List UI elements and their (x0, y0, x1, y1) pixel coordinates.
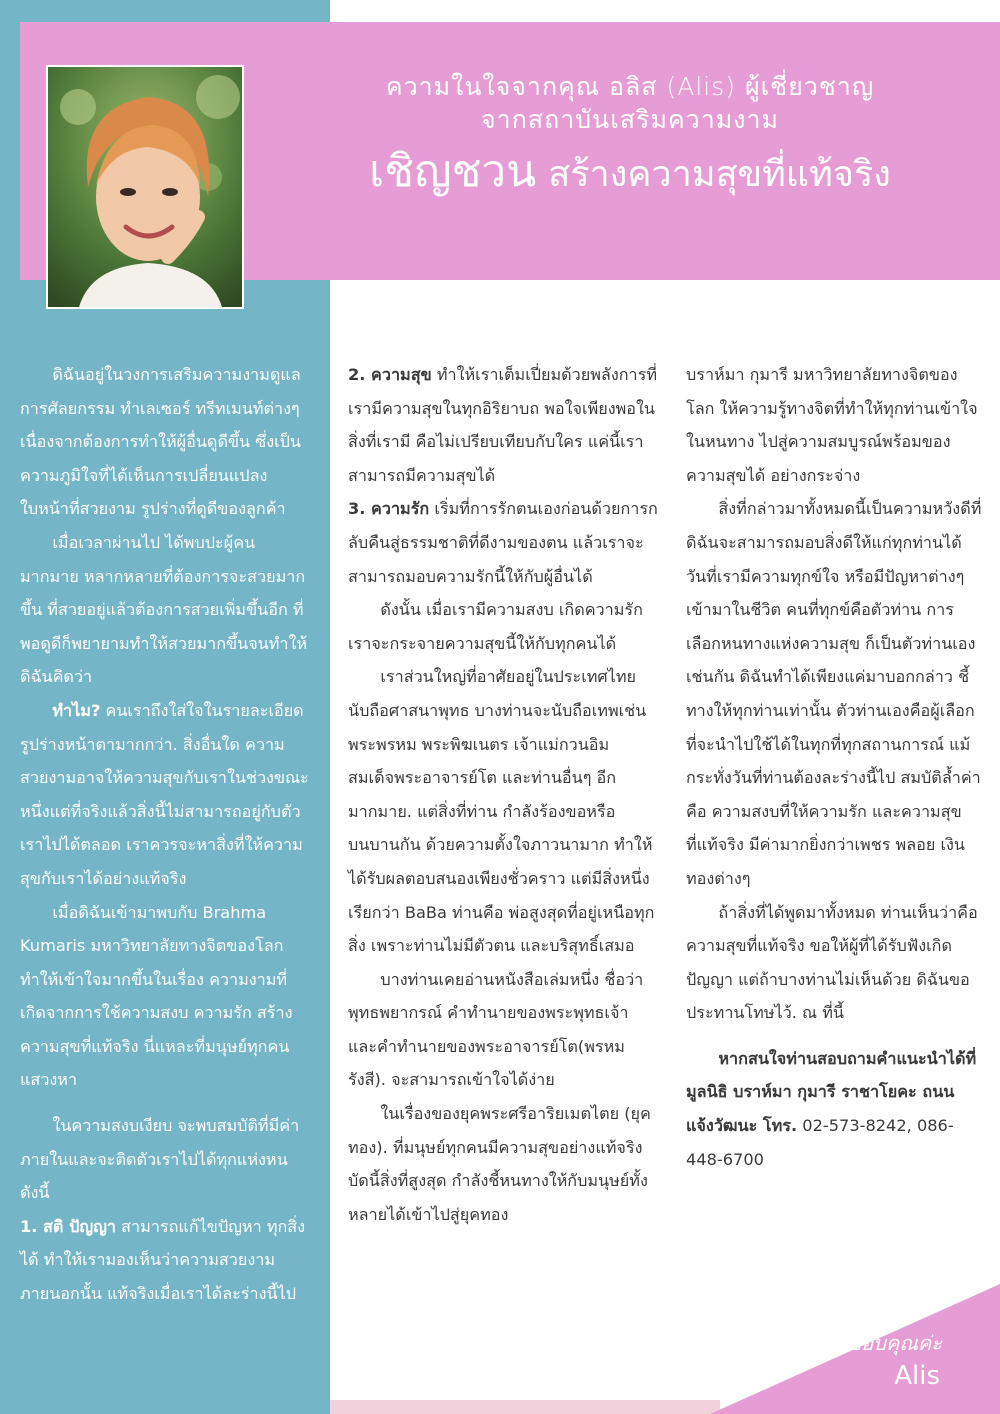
portrait-photo (46, 65, 244, 309)
contact-info (686, 1042, 982, 1176)
right-paragraph-2: สิ่งที่กล่าวมาทั้งหมดนี้เป็นความหวังดีที่ดิฉันจะสามารถมอบสิ่งดีให้แก่ทุกท่านได้ วันที่เรามีความทุกข์ใจ หรือมีปัญหาต่างๆ เข้ามาในชีวิต คนที่ทุกข์คือตัวท่าน การเลือกหนทางแห่งความสุข ก็เป็นตัวท่านเองเช่นกัน ดิฉันทำได้เพียงแค่มาบอกกล่าว ชี้ทางให้ทุกท่านเท่านั้น ตัวท่านเองคือผู้เลือก ที่จะนำไปใช้ได้ในทุกที่ทุกสถานการณ์ แม้กระทั่งวันที่ท่านต้องละร่างนี้ไป สมบัติล้ำค่า คือ ความสงบที่ให้ความรัก และความสุขที่แท้จริง มีค่ามากยิ่งกว่าเพชร พลอย เงินทองต่างๆ (686, 499, 982, 888)
list-item-3 (348, 492, 660, 593)
signature-name: Alis (894, 1361, 940, 1391)
left-paragraph-3 (20, 694, 312, 896)
contact-phone-numbers: 02-573-8242, 086-448-6700 (686, 1116, 954, 1169)
right-paragraph-1: บราห์มา กุมารี มหาวิทยาลัยทางจิตของโลก ให้ความรู้ทางจิตที่ทำให้ทุกท่านเข้าใจในหนทาง ไปสู่ความสมบูรณ์พร้อมของความสุขได้ อย่างกระจ่าง (686, 365, 978, 485)
left-paragraph-3-text: คนเราถึงใส่ใจในรายละเอียดรูปร่างหน้าตามากกว่า. สิ่งอื่นใด ความสวยงามอาจให้ความสุขกับเราในช่วงขณะหนึ่งแต่ที่จริงแล้วสิ่งนี้ไม่สามารถอยู่กับตัวเราไปได้ตลอด เราควรจะหาสิ่งที่ให้ความสุขกับเราได้อย่างแท้จริง (20, 700, 309, 888)
header-line-1: ความในใจจากคุณ อลิส (Alis) ผู้เชี่ยวชาญ (385, 72, 875, 101)
left-paragraph-5: ในความสงบเงียบ จะพบสมบัติที่มีค่าภายในและจะติดตัวเราไปได้ทุกแห่งหน ดังนี้ (20, 1116, 300, 1203)
list-item-1-text: สามารถแก้ไขปัญหา ทุกสิ่งได้ ทำให้เรามองเห็นว่าความสวยงามภายนอกนั้น แท้จริงเมื่อเราได้ละร่างนี้ไป (20, 1216, 306, 1304)
portrait-illustration (48, 67, 244, 309)
left-paragraph-2: เมื่อเวลาผ่านไป ได้พบปะผู้คนมากมาย หลากหลายที่ต้องการจะสวยมากขึ้น ที่สวยอยู่แล้วต้องการสวยเพิ่มขึ้นอีก ที่พอดูดีก็พยายามทำให้สวยมากขึ้นจนทำให้ดิฉันคิดว่า (20, 532, 308, 687)
headline-invite-word: เชิญชวน (369, 146, 537, 197)
headline-rest: สร้างความสุขที่แท้จริง (548, 154, 891, 195)
middle-paragraph-4: ในเรื่องของยุคพระศรีอาริยเมตไตย (ยุคทอง). ที่มนุษย์ทุกคนมีความสุขอย่างแท้จริง บัดนี้สิ่งที่สูงสุด กำลังชี้หนทางให้กับมนุษย์ทั้งหลายได้เข้าไปสู่ยุคทอง (348, 1104, 651, 1224)
middle-paragraph-1: ดังนั้น เมื่อเรามีความสงบ เกิดความรัก เราจะกระจายความสุขนี้ให้กับทุกคนได้ (348, 600, 643, 653)
header-line-2: จากสถาบันเสริมความงาม (481, 105, 779, 134)
header-headline (270, 146, 990, 197)
list-item-3-title: 3. ความรัก (348, 499, 430, 519)
middle-paragraph-2: เราส่วนใหญ่ที่อาศัยอยู่ในประเทศไทย นับถือศาสนาพุทธ บางท่านจะนับถือเทพเช่น พระพรหม พระพิฆเนตร เจ้าแม่กวนอิม สมเด็จพระอาจารย์โต และท่านอื่นๆ อีกมากมาย. แต่สิ่งที่ท่าน กำลังร้องขอหรือบนบานกัน ด้วยความตั้งใจภาวนามาก ทำให้ได้รับผลตอบสนองเพียงชั่วคราว แต่มีสิ่งหนึ่งเรียกว่า BaBa ท่านคือ พ่อสูงสุดที่อยู่เหนือทุกสิ่ง เพราะท่านไม่มีตัวตน และบริสุทธิ์เสมอ (348, 667, 655, 956)
list-item-1 (20, 1210, 312, 1311)
contact-info-bold: หากสนใจท่านสอบถามคำแนะนำได้ที่มูลนิธิ บราห์มา กุมารี ราชาโยคะ ถนนแจ้งวัฒนะ โทร. (686, 1048, 977, 1136)
middle-column (348, 358, 660, 1231)
header-title-block (270, 70, 990, 197)
why-question: ทำไม? (52, 700, 101, 720)
list-item-3-text: เริ่มที่การรักตนเองก่อนด้วยการกลับคืนสู่ธรรมชาติที่ดีงามของตน แล้วเราจะสามารถมอบความรักนี้ให้กับผู้อื่นได้ (348, 499, 658, 586)
right-paragraph-3: ถ้าสิ่งที่ได้พูดมาทั้งหมด ท่านเห็นว่าคือความสุขที่แท้จริง ขอให้ผู้ที่ได้รับฟังเกิดปัญญา แต่ถ้าบางท่านไม่เห็นด้วย ดิฉันขอประทานโทษไว้. ณ ที่นี้ (686, 902, 978, 1023)
list-item-2-text: ทำให้เราเต็มเปี่ยมด้วยพลังการที่เรามีความสุขในทุกอิริยาบถ พอใจเพียงพอในสิ่งที่เรามี คือไม่เปรียบเทียบกับใคร แค่นี้เราสามารถมีความสุขได้ (348, 365, 658, 485)
bottom-pink-strip (330, 1400, 720, 1414)
left-paragraph-4: เมื่อดิฉันเข้ามาพบกับ Brahma Kumaris มหาวิทยาลัยทางจิตของโลก ทำให้เข้าใจมากขึ้นในเรื่อง ความงามที่เกิดจากการใช้ความสงบ ความรัก สร้างความสุขที่แท้จริง นี่แหละที่มนุษย์ทุกคนแสวงหา (20, 902, 293, 1090)
middle-paragraph-3: บางท่านเคยอ่านหนังสือเล่มหนึ่ง ชื่อว่า พุทธพยากรณ์ คำทำนายของพระพุทธเจ้า และคำทำนายของพระอาจารย์โต(พรหมรังสี). จะสามารถเข้าใจได้ง่าย (348, 969, 644, 1090)
list-item-1-title: 1. สติ ปัญญา (20, 1216, 117, 1236)
right-column (686, 358, 982, 1176)
list-item-2-title: 2. ความสุข (348, 365, 432, 384)
left-paragraph-1: ดิฉันอยู่ในวงการเสริมความงามดูแลการศัลยกรรม ทำเลเซอร์ ทรีทเมนท์ต่างๆ เนื่องจากต้องการทำให้ผู้อื่นดูดีขึ้น ซึ่งเป็นความภูมิใจที่ได้เห็นการเปลี่ยนแปลงใบหน้าที่สวยงาม รูปร่างที่ดูดีของลูกค้า (20, 365, 301, 519)
thanks-text: ขอขอบคุณค่ะ (821, 1331, 942, 1355)
left-column (20, 358, 312, 1311)
list-item-2 (348, 358, 660, 492)
